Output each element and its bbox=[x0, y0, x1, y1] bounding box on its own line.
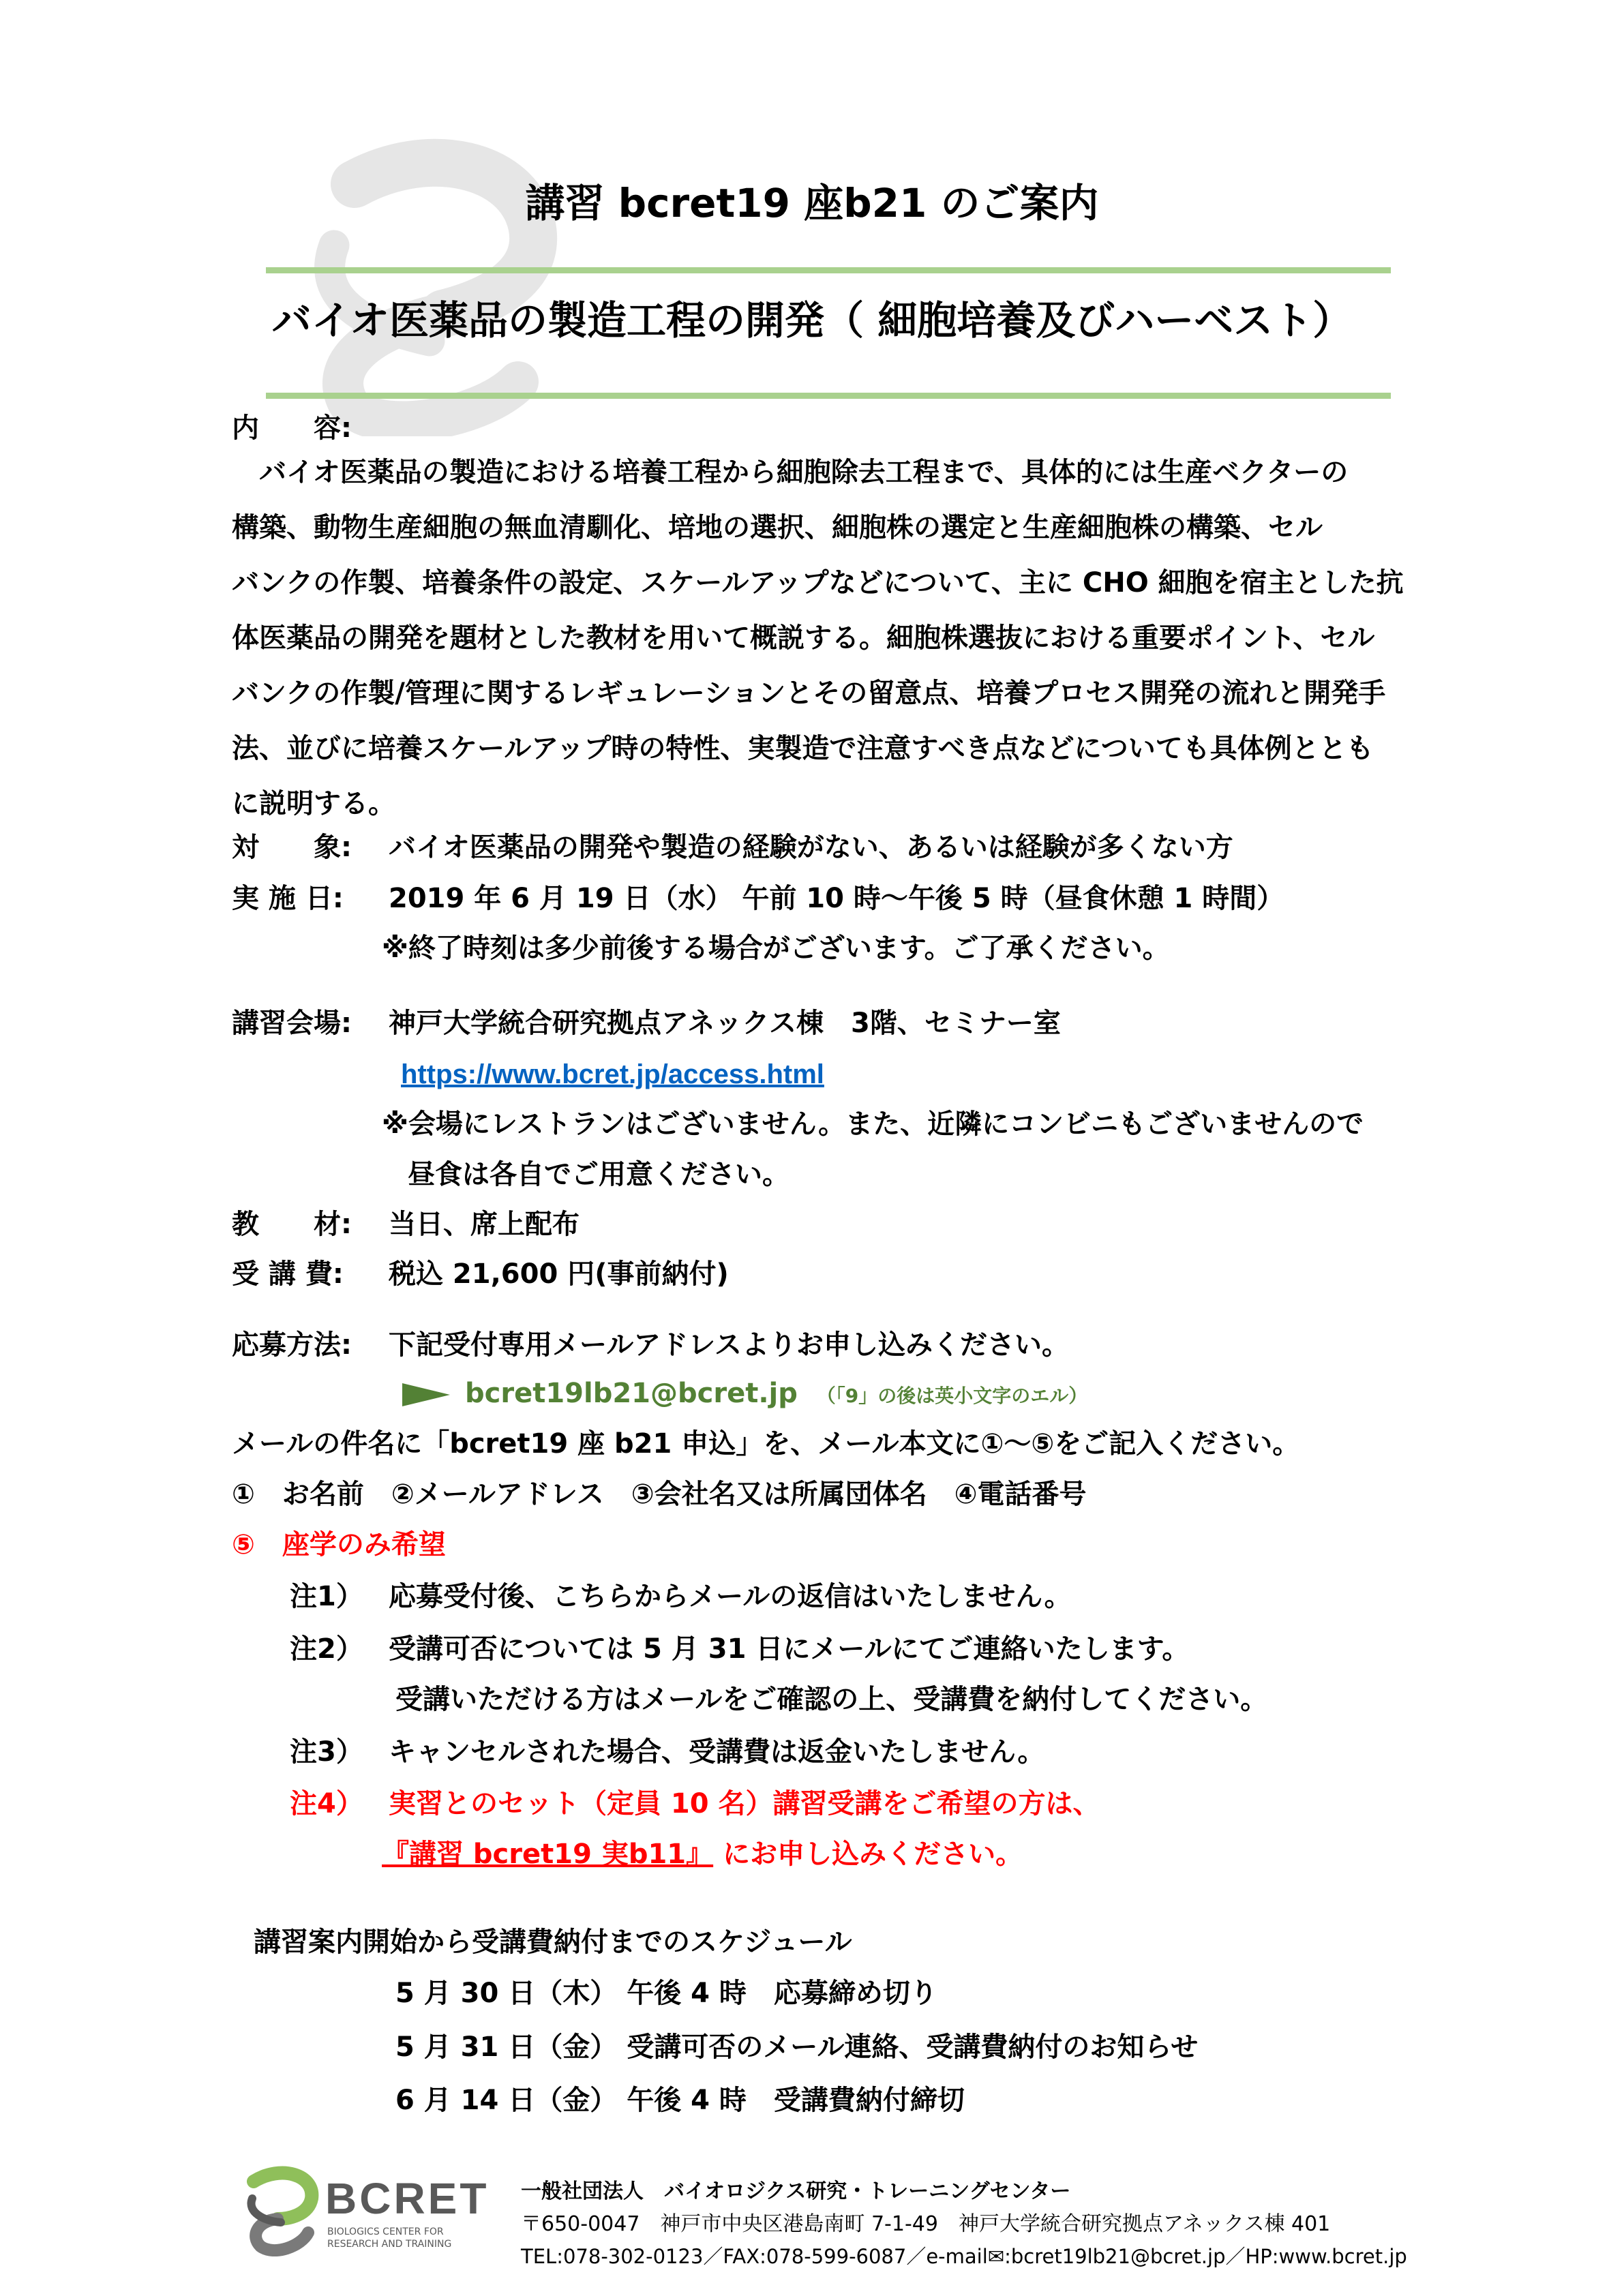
apply-email-row bbox=[402, 1376, 1087, 1414]
fee-label: 受 講 費: bbox=[232, 1258, 344, 1290]
bcret-logo-icon bbox=[240, 2161, 322, 2256]
venue-value: 神戸大学統合研究拠点アネックス棟 3階、セミナー室 bbox=[389, 1008, 1061, 1039]
note-1-label: 注1） bbox=[290, 1581, 363, 1612]
schedule-item: 5 月 31 日（金） 受講可否のメール連絡、受講費納付のお知らせ bbox=[395, 2031, 1199, 2063]
apply-item5: ⑤ 座学のみ希望 bbox=[232, 1529, 446, 1560]
footer-contact: TEL:078-302-0123／FAX:078-599-6087／e-mail✉:bcret19lb21@bcret.jp／HP:www.bcret.jp bbox=[521, 2245, 1407, 2268]
logo-tagline-2: RESEARCH AND TRAINING bbox=[327, 2239, 452, 2250]
date-label: 実 施 日: bbox=[232, 883, 344, 914]
content-line: 法、並びに培養スケールアップ時の特性、実製造で注意すべき点などについても具体例ととも bbox=[232, 733, 1374, 764]
apply-value: 下記受付専用メールアドレスよりお申し込みください。 bbox=[389, 1329, 1069, 1361]
footer-organization: 一般社団法人 バイオロジクス研究・トレーニングセンター bbox=[521, 2179, 1071, 2203]
logo-wordmark: BCRET bbox=[325, 2174, 490, 2223]
content-line: バンクの作製、培養条件の設定、スケールアップなどについて、主に CHO 細胞を宿主とした抗 bbox=[232, 567, 1404, 599]
schedule-item: 5 月 30 日（木） 午後 4 時 応募締め切り bbox=[395, 1978, 937, 2009]
content-label: 内 容: bbox=[232, 412, 352, 444]
apply-email-note: （「9」の後は英小文字のエル） bbox=[816, 1385, 1088, 1407]
apply-subject-line: メールの件名に「bcret19 座 b21 申込」を、メール本文に①～⑤をご記入ください。 bbox=[232, 1428, 1300, 1460]
note-4-text: 実習とのセット（定員 10 名）講習受講をご希望の方は、 bbox=[389, 1788, 1100, 1819]
venue-note: ※会場にレストランはございません。また、近隣にコンビニもございませんので bbox=[382, 1108, 1364, 1140]
content-line: に説明する。 bbox=[232, 788, 395, 819]
bcret-watermark-logo bbox=[273, 123, 573, 436]
venue-note-lunch: 昼食は各自でご用意ください。 bbox=[408, 1159, 790, 1190]
venue-access-link[interactable]: https://www.bcret.jp/access.html bbox=[401, 1059, 824, 1089]
schedule-item: 6 月 14 日（金） 午後 4 時 受講費納付締切 bbox=[395, 2085, 965, 2116]
note-4-label: 注4） bbox=[290, 1788, 363, 1819]
note-3-label: 注3） bbox=[290, 1736, 363, 1768]
course-subtitle: バイオ医薬品の製造工程の開発（ 細胞培養及びハーベスト） bbox=[271, 297, 1353, 344]
content-paragraph bbox=[232, 445, 1404, 832]
bottom-divider bbox=[266, 393, 1391, 399]
target-value: バイオ医薬品の開発や製造の経験がない、あるいは経験が多くない方 bbox=[389, 832, 1233, 863]
note-4-row2 bbox=[382, 1837, 1023, 1872]
materials-label: 教 材: bbox=[232, 1209, 352, 1240]
content-line: バンクの作製/管理に関するレギュレーションとその留意点、培養プロセス開発の流れと開発手 bbox=[232, 678, 1386, 709]
content-line: 構築、動物生産細胞の無血清馴化、培地の選択、細胞株の選定と生産細胞株の構築、セル bbox=[232, 512, 1323, 543]
top-divider bbox=[266, 267, 1391, 273]
fee-value: 税込 21,600 円(事前納付) bbox=[389, 1258, 729, 1290]
date-value: 2019 年 6 月 19 日（水） 午前 10 時～午後 5 時（昼食休憩 1 時間） bbox=[389, 883, 1284, 914]
venue-label: 講習会場: bbox=[232, 1008, 352, 1039]
date-note: ※終了時刻は多少前後する場合がございます。ご了承ください。 bbox=[382, 933, 1170, 964]
content-line: 体医薬品の開発を題材とした教材を用いて概説する。細胞株選抜における重要ポイント、セル bbox=[232, 622, 1375, 654]
apply-label: 応募方法: bbox=[232, 1329, 352, 1361]
note-2-label: 注2） bbox=[290, 1633, 363, 1665]
apply-email[interactable]: bcret19lb21@bcret.jp bbox=[465, 1378, 798, 1409]
materials-value: 当日、席上配布 bbox=[389, 1209, 580, 1240]
note-3-text: キャンセルされた場合、受講費は返金いたしません。 bbox=[389, 1736, 1045, 1768]
note-4-text2: にお申し込みください。 bbox=[713, 1839, 1023, 1870]
note-2-text: 受講可否については 5 月 31 日にメールにてご連絡いたします。 bbox=[389, 1633, 1190, 1665]
practice-course-link[interactable]: 『講習 bcret19 実b11』 bbox=[382, 1839, 714, 1870]
logo-tagline-1: BIOLOGICS CENTER FOR bbox=[327, 2226, 444, 2237]
arrow-right-icon bbox=[402, 1383, 450, 1406]
content-line: バイオ医薬品の製造における培養工程から細胞除去工程まで、具体的には生産ベクターの bbox=[232, 457, 1349, 488]
apply-items: ① お名前 ②メールアドレス ③会社名又は所属団体名 ④電話番号 bbox=[232, 1479, 1087, 1510]
target-label: 対 象: bbox=[232, 832, 352, 863]
note-1-text: 応募受付後、こちらからメールの返信はいたしません。 bbox=[389, 1581, 1072, 1612]
schedule-title: 講習案内開始から受講費納付までのスケジュール bbox=[254, 1927, 852, 1958]
page-title: 講習 bcret19 座b21 のご案内 bbox=[525, 180, 1099, 226]
note-2-text2: 受講いただける方はメールをご確認の上、受講費を納付してください。 bbox=[395, 1684, 1268, 1715]
footer-address: 〒650-0047 神戸市中央区港島南町 7-1-49 神戸大学統合研究拠点アネックス棟 401 bbox=[521, 2212, 1331, 2236]
